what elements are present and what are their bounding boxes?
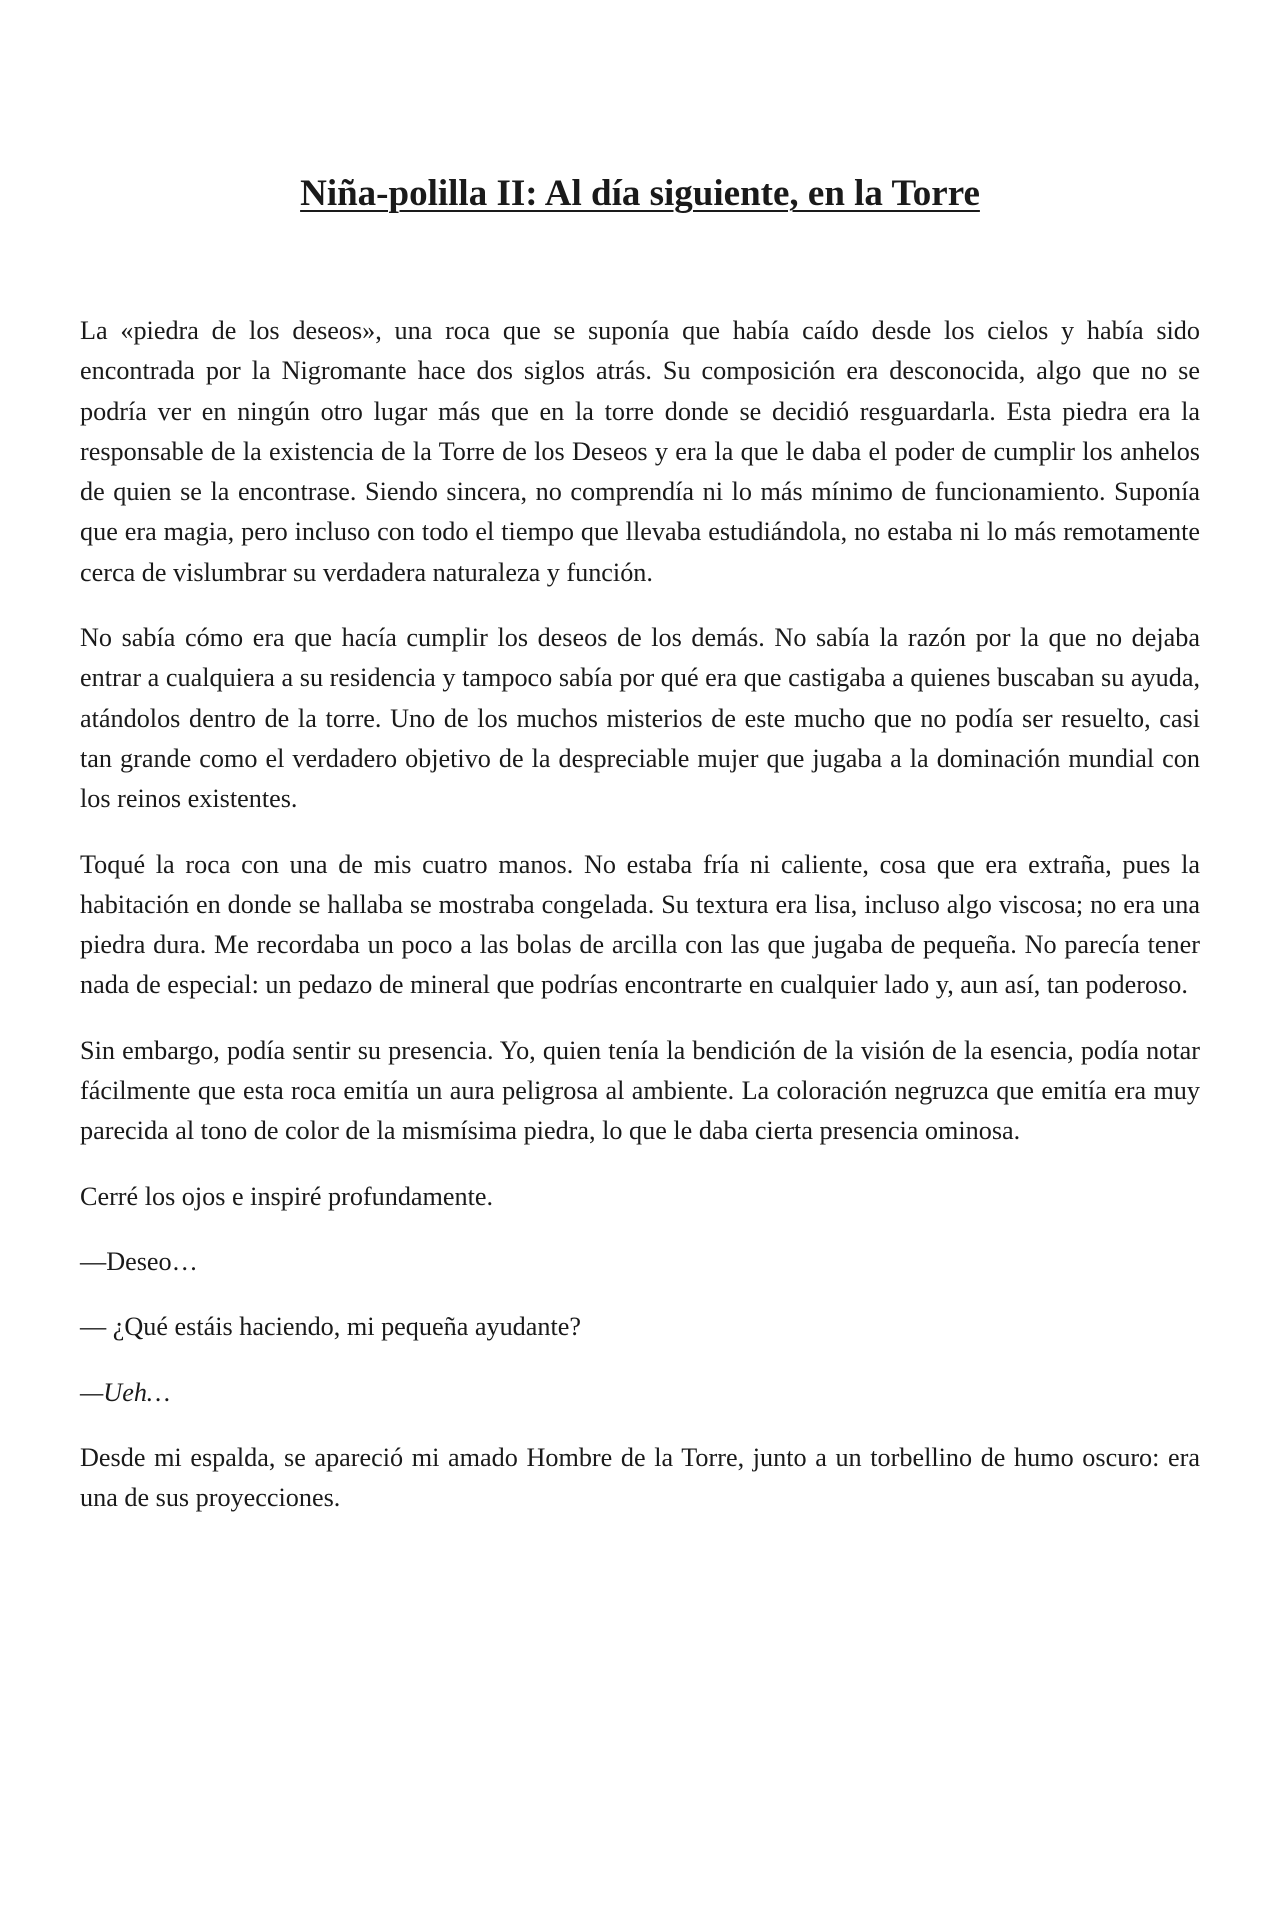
dialogue-line-1: —Deseo…	[80, 1246, 198, 1276]
paragraph-2: No sabía cómo era que hacía cumplir los deseos de los demás. No sabía la razón por la que no dejaba entrar a cualquiera a su residencia y tampoco sabía por qué era que castigaba a quienes buscaban su ayuda, atándolos dentro de la torre. Uno de los muchos misterios de este mucho que no podía ser resuelto, casi tan grande como el verdadero objetivo de la despreciable mujer que jugaba a la dominación mundial con los reinos existentes.	[80, 623, 1200, 814]
dialogue-line-3: —Ueh…	[80, 1377, 171, 1407]
paragraph-5: Cerré los ojos e inspiré profundamente.	[80, 1181, 494, 1211]
paragraph-3: Toqué la roca con una de mis cuatro manos. No estaba fría ni caliente, cosa que era extraña, pues la habitación en donde se hallaba se mostraba congelada. Su textura era lisa, incluso algo viscosa; no era una piedra dura. Me recordaba un poco a las bolas de arcilla con las que jugaba de pequeña. No parecía tener nada de especial: un pedazo de mineral que podrías encontrarte en cualquier lado y, aun así, tan poderoso.	[80, 849, 1200, 1000]
dialogue-line-2: — ¿Qué estáis haciendo, mi pequeña ayudante?	[80, 1312, 582, 1342]
document-body	[80, 311, 1200, 1543]
paragraph-1: La «piedra de los deseos», una roca que se suponía que había caído desde los cielos y había sido encontrada por la Nigromante hace dos siglos atrás. Su composición era desconocida, algo que no se podría ver en ningún otro lugar más que en la torre donde se decidió resguardarla. Esta piedra era la responsable de la existencia de la Torre de los Deseos y era la que le daba el poder de cumplir los anhelos de quien se la encontrase. Siendo sincera, no comprendía ni lo más mínimo de funcionamiento. Suponía que era magia, pero incluso con todo el tiempo que llevaba estudiándola, no estaba ni lo más remotamente cerca de vislumbrar su verdadera naturaleza y función.	[80, 316, 1200, 587]
paragraph-4: Sin embargo, podía sentir su presencia. Yo, quien tenía la bendición de la visión de la esencia, podía notar fácilmente que esta roca emitía un aura peligrosa al ambiente. La coloración negruzca que emitía era muy parecida al tono de color de la mismísima piedra, lo que le daba cierta presencia ominosa.	[80, 1035, 1200, 1146]
paragraph-6: Desde mi espalda, se apareció mi amado Hombre de la Torre, junto a un torbellino de humo oscuro: era una de sus proyecciones.	[80, 1442, 1200, 1513]
document-title: Niña-polilla II: Al día siguiente, en la Torre	[300, 173, 980, 214]
